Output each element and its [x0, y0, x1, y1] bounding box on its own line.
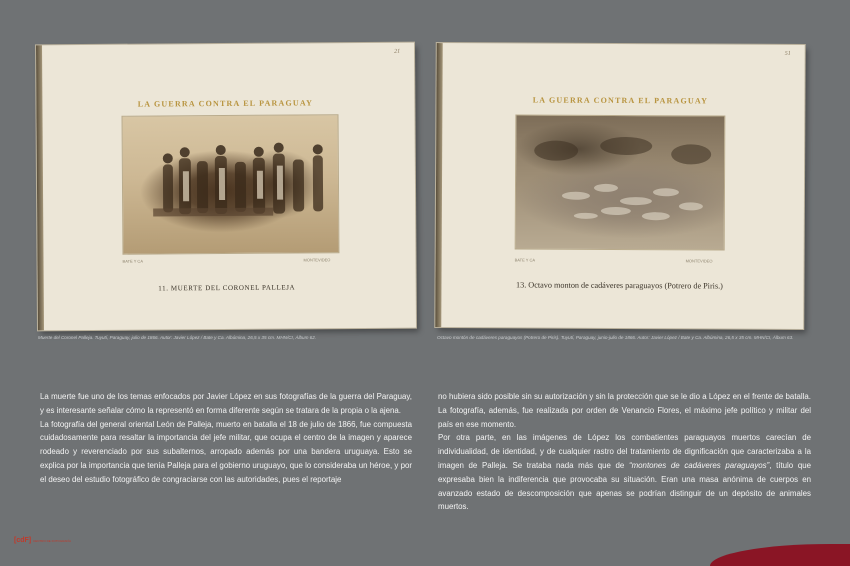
paragraph: no hubiera sido posible sin su autorización y sin la protección que se le dio a López en el frente de batalla. La fotografía, además, fue realizada por orden de Venancio Flores, el máximo jefe político y militar del país en ese momento. — [438, 392, 811, 429]
photo-muerte-palleja — [122, 114, 340, 255]
photo-caption-left: Muerte del Coronel Palleja. Tuyutí, Paraguay, julio de 1866. Autor: Javier López / Bate y Ca. Albúmina, 26,5 x 35 cm. MHN/CI, Álbum 62. — [38, 335, 317, 340]
city-mark-right: MONTEVIDEO — [685, 258, 713, 264]
plate-caption-left: 11. MUERTE DEL CORONEL PALLEJA — [158, 283, 296, 293]
mount-title-right: LA GUERRA CONTRA EL PARAGUAY — [532, 95, 709, 106]
paragraph-text: , título que expresaba bien la indiferencia que provocaba su situación. Eran una masa anónima de cuerpos en avanzado estado de descomposición que apenas se podrían distinguir de un depósito de animales muertos. — [438, 460, 811, 512]
corner-decoration — [710, 544, 850, 566]
logo-subtitle: CENTRO DE FOTOGRAFÍA — [33, 539, 72, 543]
logo-mark: [cdF] — [14, 537, 32, 544]
album-page-right — [435, 43, 804, 329]
battlefield-texture-icon — [516, 115, 725, 249]
page-number-left: 21 — [394, 48, 401, 55]
mount-title-left: LA GUERRA CONTRA EL PARAGUAY — [137, 98, 314, 109]
paragraph: La fotografía del general oriental León de Palleja, muerto en batalla el 18 de julio de 1866, fue compuesta cuidadosamente para resaltar la importancia del jefe militar, que ocupa el centro de la imagen y aparece rodeado y reverenciado por sus subalternos, arropado además por una bandera uruguaya. Esto se explica por la importancia que tenía Palleja para el gobierno uruguayo, que lo consideraba un héroe, y por el deseo del estudio fotográfico de congraciarse con las autoridades, pues el reportaje — [40, 419, 412, 484]
text-column-left — [40, 390, 412, 487]
city-mark-left: MONTEVIDEO — [303, 257, 331, 263]
paragraph: La muerte fue uno de los temas enfocados por Javier López en sus fotografías de la guerra del Paraguay, y es interesante señalar cómo la representó en forma diferente según se tratara de la propia o la ajena. — [40, 392, 412, 415]
page-number-right: 51 — [784, 50, 791, 57]
soldiers-silhouette-icon — [123, 115, 339, 253]
photo-caption-right: Octavo montón de cadáveres paraguayos (Potrero de Piris). Tuyutí, Paraguay, junio-julio de 1866. Autor: Javier López / Bate y Ca. Albúmina, 26,5 x 35 cm. MHN/CI, Álbum 63. — [437, 335, 794, 340]
text-column-right — [438, 390, 811, 514]
quoted-title: “montones de cadáveres paraguayos” — [628, 460, 770, 470]
studio-mark-left: BATE Y CA — [122, 258, 143, 264]
paragraph-text: Por otra parte, en las imágenes de López los combatientes paraguayos muertos carecían de individualidad, de identidad, y de cualquier rastro del tratamiento de dignificación que caracterizaba a la imagen de Palleja. Se trataba nada más que de — [438, 433, 811, 470]
studio-mark-right: BATE Y CA — [514, 257, 536, 263]
plate-caption-right: 13. Octavo monton de cadáveres paraguayos (Potrero de Piris.) — [516, 280, 723, 291]
cdf-logo — [14, 537, 71, 544]
paragraph — [438, 431, 811, 514]
photo-monton-cadaveres — [515, 114, 726, 250]
album-page-left — [36, 43, 416, 331]
